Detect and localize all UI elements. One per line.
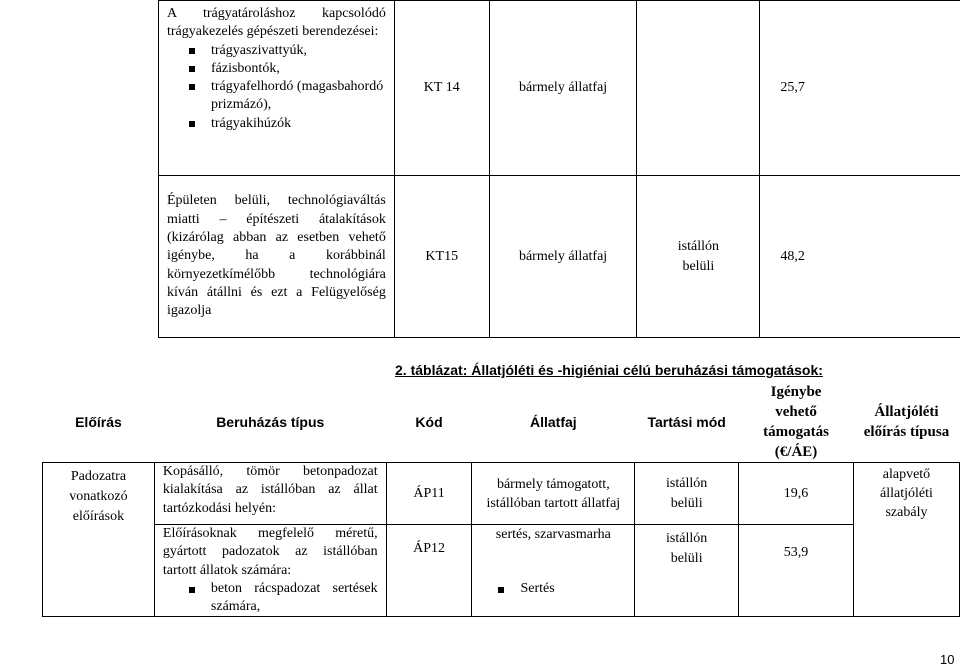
value-cell <box>760 1 960 176</box>
header-kod: Kód <box>415 414 443 430</box>
desc-cell <box>159 176 395 338</box>
desc-text: Épületen belüli, technológiaváltás miatti – építészeti átalakítások (kizárólag abban az esetben vehető igénybe, ha a korábbinál környezetkímélőbb technológiára kíván átállni és ezt a Felügyelőség igazolja <box>167 193 386 319</box>
code-cell: ÁP11 <box>386 463 472 525</box>
table-ap <box>42 382 960 617</box>
desc-intro: A trágyatároláshoz kapcsolódó trágyakezelés gépészeti berendezései: <box>167 6 386 40</box>
type-cell <box>853 463 959 617</box>
list-item: trágyakihúzók <box>167 115 386 133</box>
list-item: trágyafelhordó (magasbahordó prizmázó), <box>167 78 386 115</box>
value-cell: 19,6 <box>739 463 854 525</box>
desc-cell <box>154 525 386 617</box>
bullet-list <box>167 42 386 133</box>
desc-cell <box>154 463 386 525</box>
code-cell: KT15 <box>394 176 489 338</box>
header-allatjoleti-text: Állatjóléti előírás típusa <box>863 404 950 440</box>
animal-cell: bármely támogatott, istállóban tartott állatfaj <box>472 463 635 525</box>
table-row <box>159 176 960 338</box>
value-cell <box>760 176 960 338</box>
type-text: alapvető állatjóléti szabály <box>880 467 933 520</box>
code-cell: KT 14 <box>394 1 489 176</box>
animal-cell: bármely állatfaj <box>489 176 637 338</box>
header-igenybe <box>739 382 854 463</box>
eloiras-text: Padozatra vonatkozó előírások <box>69 469 128 524</box>
table-caption: 2. táblázat: Állatjóléti és -higiéniai célú beruházási támogatások: <box>395 362 823 378</box>
list-item: beton rácspadozat sertések számára, <box>163 580 378 617</box>
animal-list <box>472 581 634 597</box>
value-cell: 53,9 <box>739 525 854 617</box>
animal-text: sertés, szarvasmarha <box>495 527 611 542</box>
animal-cell <box>472 525 635 617</box>
animal-cell: bármely állatfaj <box>489 1 637 176</box>
list-item: trágyaszivattyúk, <box>167 42 386 60</box>
desc-text: Kopásálló, tömör betonpadozat kialakítása az istállóban az állat tartózkodási helyén: <box>162 464 378 516</box>
table-row <box>159 1 960 176</box>
header-tartasi: Tartási mód <box>647 414 726 430</box>
desc-text: Előírásoknak megfelelő méretű, gyártott padozatok az istállóban tartott állatok számára: <box>162 526 378 578</box>
header-allatfaj: Állatfaj <box>529 414 577 430</box>
desc-cell <box>159 1 395 176</box>
value: 48,2 <box>780 248 805 264</box>
header-eloiras: Előírás <box>75 414 122 430</box>
list-item: fázisbontók, <box>167 60 386 78</box>
table-row <box>43 525 960 617</box>
value: 25,7 <box>780 80 805 95</box>
table-kt <box>158 0 960 338</box>
mode-cell <box>637 176 760 338</box>
mode-cell <box>637 1 760 176</box>
mode-text: istállón belüli <box>677 238 719 274</box>
list-item: Sertés <box>492 581 554 597</box>
table-row <box>43 463 960 525</box>
code-cell: ÁP12 <box>386 525 472 617</box>
header-beruhazas: Beruházás típus <box>216 414 325 430</box>
eloiras-cell <box>43 463 155 617</box>
header-igenybe-text: Igénybe vehető támogatás (€/ÁE) <box>763 384 829 460</box>
header-allatjoleti <box>853 382 959 463</box>
mode-cell <box>635 463 739 525</box>
mode-cell <box>635 525 739 617</box>
mode-text: istállón belüli <box>666 475 708 511</box>
page-number: 10 <box>940 652 955 667</box>
mode-text: istállón belüli <box>666 531 708 566</box>
header-row <box>43 382 960 463</box>
